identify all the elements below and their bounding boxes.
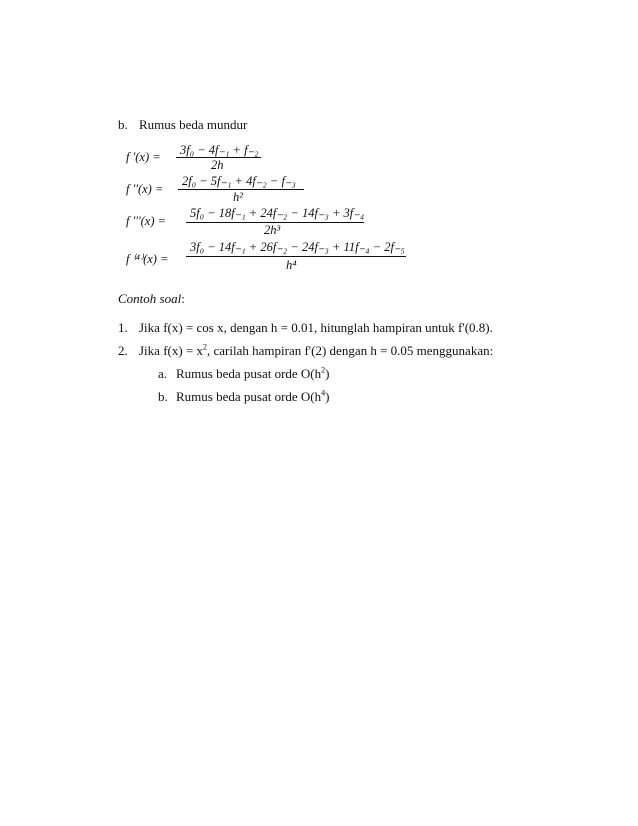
list-item-text-after: , carilah hampiran f'(2) dengan h = 0.05 menggunakan: [207,343,494,358]
sublist-item-text [176,389,329,405]
formula-numerator: 2f₀ − 5f₋₁ + 4f₋₂ − f₋₃ [182,174,296,188]
list-item-text: Jika f(x) = cos x, dengan h = 0.01, hitunglah hampiran untuk f'(0.8). [139,320,493,335]
example-heading [118,291,185,307]
sublist-item-superscript: 4 [321,388,326,398]
formula-lhs: f '''(x) = [126,214,167,228]
example-heading-text: Contoh soal [118,291,182,306]
formula-lhs: f ⁽⁴⁾(x) = [126,252,169,266]
sublist-item-text-before: Rumus beda pusat orde O(h [176,366,322,381]
sublist-item-text [176,366,329,382]
formula-denominator: h⁴ [286,258,297,272]
section-marker: b. [118,117,128,132]
sublist-item-text-after: ) [325,366,330,381]
list-item-text [139,343,493,359]
sublist-item-marker: a. [158,366,168,381]
formula-numerator: 3f₀ − 4f₋₁ + f₋₂ [180,143,259,157]
fraction-bar [186,256,406,257]
formula-lhs: f '(x) = [126,150,161,164]
section-title: Rumus beda mundur [139,117,248,132]
formula-numerator: 5f₀ − 18f₋₁ + 24f₋₂ − 14f₋₃ + 3f₋₄ [190,206,365,220]
sublist-item-marker: b. [158,389,168,404]
example-heading-colon: : [181,291,185,306]
formula-denominator: h² [233,190,243,204]
sublist-item-text-before: Rumus beda pusat orde O(h [176,389,322,404]
formula-denominator: 2h³ [264,223,281,237]
list-item-number: 1. [118,320,128,335]
sublist-item-text-after: ) [325,389,330,404]
sublist-item-superscript: 2 [321,365,326,375]
formula-numerator: 3f₀ − 14f₋₁ + 26f₋₂ − 24f₋₃ + 11f₋₄ − 2f₋₅ [190,240,405,254]
list-item-superscript: 2 [203,342,208,352]
formula-denominator: 2h [211,158,224,172]
list-item-text-before: Jika f(x) = x [139,343,204,358]
formula-lhs: f ''(x) = [126,182,164,196]
list-item-number: 2. [118,343,128,358]
